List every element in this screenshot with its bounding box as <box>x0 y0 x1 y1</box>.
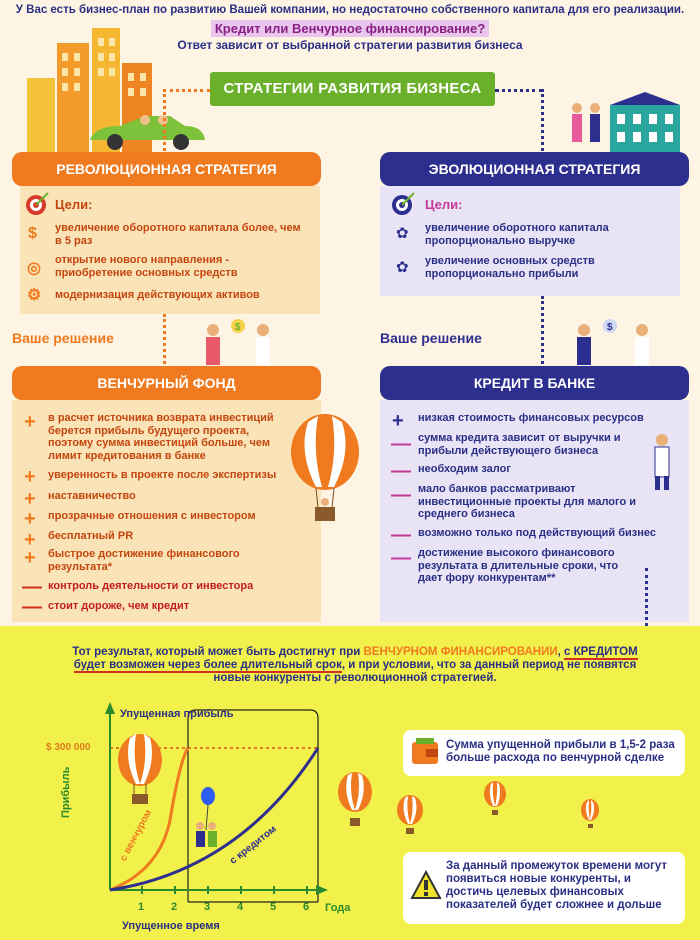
venture-curve-label: с венчуром <box>118 807 155 864</box>
warning-icon <box>410 870 442 902</box>
plus-icon: + <box>392 410 404 432</box>
credit-item-4: мало банков рассматривают инвестиционные проекты для малого и среднего бизнеса <box>418 483 636 520</box>
main-title: СТРАТЕГИИ РАЗВИТИЯ БИЗНЕСА <box>210 72 495 106</box>
plus-icon: + <box>24 529 36 551</box>
x-tick-2: 2 <box>171 901 178 913</box>
minus-icon: — <box>391 524 411 546</box>
result-part-2: , <box>557 646 565 658</box>
balloons-decoration <box>335 770 695 840</box>
plant-dollar-icon: ✿ <box>396 259 409 276</box>
minus-icon: — <box>391 460 411 482</box>
connector-right-3 <box>645 568 648 626</box>
plus-icon: + <box>24 547 36 569</box>
venture-fund-header: ВЕНЧУРНЫЙ ФОНД <box>12 366 321 400</box>
connector-right-down <box>541 89 544 151</box>
missed-profit-label: Упущенная прибыль <box>120 708 234 720</box>
wallet-icon <box>410 736 440 768</box>
y-marker-label: $ 300 000 <box>46 742 91 753</box>
credit-item-2: сумма кредита зависит от выручки и прибыли действующего бизнеса <box>418 432 621 457</box>
result-credit-phrase: с КРЕДИТОМ будет возможен через более длительный срок <box>73 646 638 671</box>
question-highlight: Кредит или Венчурное финансирование? <box>211 20 489 37</box>
svg-text:$: $ <box>607 322 613 333</box>
revolution-goal-1: увеличение оборотного капитала более, чем в 5 раз <box>55 222 301 247</box>
venture-item-5: бесплатный PR <box>48 530 134 542</box>
businessman-illustration <box>650 432 675 492</box>
minus-icon: — <box>22 576 42 598</box>
x-axis-label: Года <box>325 902 351 914</box>
revolution-strategy-header: РЕВОЛЮЦИОННАЯ СТРАТЕГИЯ <box>12 152 321 186</box>
x-tick-1: 1 <box>138 901 145 913</box>
minus-icon: — <box>22 596 42 618</box>
credit-curve-label: с кредитом <box>228 823 279 867</box>
revolution-decision-label: Ваше решение <box>12 330 114 346</box>
credit-item-6: достижение высокого финансового результата в длительные сроки, что дает фору конкурентам** <box>418 547 619 584</box>
venture-item-7: контроль деятельности от инвестора <box>48 580 254 592</box>
bank-credit-header: КРЕДИТ В БАНКЕ <box>380 366 689 400</box>
connector-right-2 <box>541 296 544 364</box>
x-tick-3: 3 <box>204 901 211 913</box>
hot-air-balloon-illustration <box>288 412 363 532</box>
venture-item-1: в расчет источника возврата инвестиций берется прибыль будущего проекта, поэтому сумма инвестиций больше, чем лимит кредитования в банке <box>48 412 274 462</box>
credit-item-5: возможно только под действующий бизнес <box>418 527 656 539</box>
revolution-goals-title: Цели: <box>55 197 93 212</box>
people-discussion-illustration <box>572 318 657 368</box>
evolution-goal-2: увеличение основных средств пропорционально прибыли <box>425 255 595 280</box>
venture-item-3: наставничество <box>48 490 136 502</box>
credit-item-1: низкая стоимость финансовых ресурсов <box>418 412 644 424</box>
car-illustration <box>85 112 210 152</box>
result-statement <box>60 646 650 685</box>
result-venture: ВЕНЧУРНОМ ФИНАНСИРОВАНИИ <box>363 646 558 658</box>
target-icon <box>24 191 50 217</box>
evolution-goals-title: Цели: <box>425 197 463 212</box>
plus-icon: + <box>24 508 36 530</box>
x-tick-6: 6 <box>303 901 310 913</box>
x-tick-5: 5 <box>270 901 277 913</box>
coin-icon: ◎ <box>27 260 41 277</box>
minus-icon: — <box>391 433 411 455</box>
minus-icon: — <box>391 484 411 506</box>
result-part-1: Тот результат, который может быть достигнут при <box>72 646 364 658</box>
bank-building-illustration <box>565 90 685 155</box>
plus-icon: + <box>24 488 36 510</box>
venture-item-6: быстрое достижение финансового результата* <box>48 548 240 573</box>
note-text-2: За данный промежуток времени могут появиться новые конкуренты, и достичь целевых финансовых показателей будет сложнее и дольше <box>446 860 667 911</box>
x-tick-4: 4 <box>237 901 244 913</box>
revolution-goal-2: открытие нового направления - приобретение основных средств <box>55 254 238 279</box>
couple-with-balloon <box>196 787 217 847</box>
venture-item-2: уверенность в проекте после экспертизы <box>48 469 277 481</box>
plant-dollar-icon: ✿ <box>396 225 409 242</box>
connector-left-down <box>163 89 166 151</box>
connector-right <box>495 89 543 92</box>
plus-icon: + <box>24 411 36 433</box>
note-text-1: Сумма упущенной прибыли в 1,5-2 раза больше расхода по венчурной сделке <box>446 739 675 764</box>
evolution-goal-1: увеличение оборотного капитала пропорционально выручке <box>425 222 609 247</box>
gears-icon: ⚙ <box>27 287 42 304</box>
missed-time-label: Упущенное время <box>122 920 220 932</box>
result-part-3: , и при условии, что за данный период не появятся новые конкуренты с революционной стратегией. <box>213 659 637 684</box>
minus-icon: — <box>391 547 411 569</box>
evolution-decision-label: Ваше решение <box>380 330 482 346</box>
revolution-goal-3: модернизация действующих активов <box>55 289 260 301</box>
evolution-strategy-header: ЭВОЛЮЦИОННАЯ СТРАТЕГИЯ <box>380 152 689 186</box>
plus-icon: + <box>24 466 36 488</box>
dollar-icon: $ <box>28 225 37 242</box>
connector-left-2 <box>163 314 166 364</box>
target-icon <box>390 191 416 217</box>
svg-text:$: $ <box>235 322 241 333</box>
people-discussion-illustration <box>198 318 283 368</box>
venture-item-8: стоит дороже, чем кредит <box>48 600 190 612</box>
credit-item-3: необходим залог <box>418 463 511 475</box>
connector-left <box>163 89 210 92</box>
balloon-with-people <box>118 734 162 804</box>
intro-text: У Вас есть бизнес-план по развитию Вашей компании, но недостаточно собственного капитала для его реализации. <box>15 4 685 16</box>
y-axis-label: Прибыль <box>60 766 72 818</box>
intro-subtitle: Ответ зависит от выбранной стратегии развития бизнеса <box>177 38 523 52</box>
venture-item-4: прозрачные отношения с инвестором <box>48 510 256 522</box>
